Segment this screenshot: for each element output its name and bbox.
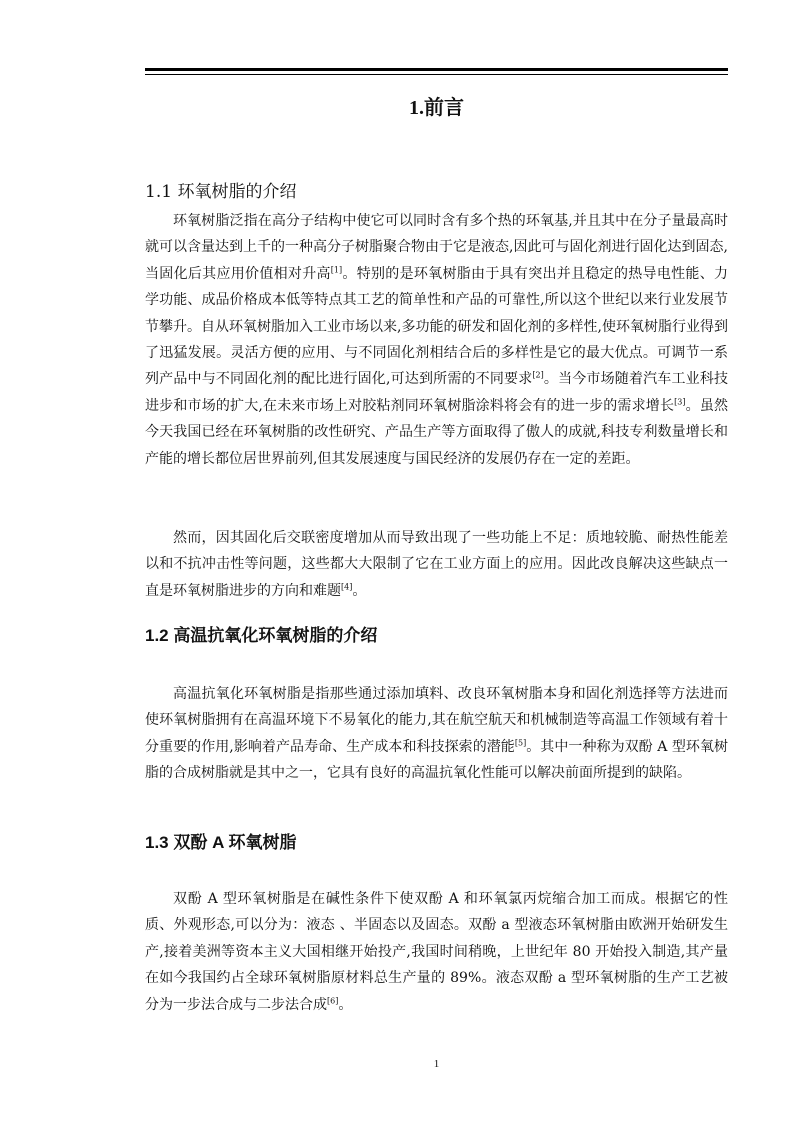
- section-title-1-2: 1.2 高温抗氧化环氧树脂的介绍: [145, 626, 378, 645]
- citation-ref: [2]: [532, 370, 544, 380]
- text-run: 环氧树脂泛指在高分子结构中使它可以同时含有多个热的环氧基,并且其中在分子量最高时就可以含量达到上千的一种高分子树脂聚合物由于它是液态,因此可与固化剂进行固化达到固态,当固化后其应用价值相对升高: [145, 213, 728, 282]
- text-run: 。特别的是环氧树脂由于具有突出并且稳定的热导电性能、力学功能、成品价格成本低等特点其工艺的简单性和产品的可靠性,所以这个世纪以来行业发展节节攀升。自从环氧树脂加入工业市场以来,多功能的研发和固化剂的多样性,使环氧树脂行业得到了迅猛发展。灵活方便的应用、与不同固化剂相结合后的多样性是它的最大优点。可调节一系列产品中与不同固化剂的配比进行固化,可达到所需的不同要求: [145, 265, 729, 388]
- text-run: 。虽然今天我国已经在环氧树脂的改性研究、产品生产等方面取得了傲人的成就,科技专利数量增长和产能的增长都位居世界前列,但其发展速度与国民经济的发展仍存在一定的差距。: [145, 397, 728, 467]
- text-run: 。: [338, 996, 353, 1013]
- paragraph: [145, 681, 728, 787]
- chapter-title: 1.前言: [409, 97, 464, 119]
- text-run: 。当今市场随着汽车工业科技进步和市场的扩大,在未来市场上对胶粘剂同环氧树脂涂料将会有的进一步的需求增长: [145, 371, 729, 414]
- citation-ref: [3]: [674, 397, 686, 407]
- header-rule-thin: [145, 74, 728, 75]
- paragraph: [145, 208, 728, 472]
- text-run: 。其中一种称为双酚 A 型环氧树脂的合成树脂就是其中之一，它具有良好的高温抗氧化性能可以解决前面所提到的缺陷。: [145, 738, 728, 782]
- page-number: 1: [433, 1058, 440, 1070]
- paragraph: [145, 886, 728, 1018]
- header-rule-thick: [145, 68, 728, 71]
- citation-ref: [1]: [330, 265, 343, 275]
- paragraph: [145, 525, 728, 604]
- citation-ref: [6]: [327, 995, 339, 1005]
- text-run: 高温抗氧化环氧树脂是指那些通过添加填料、改良环氧树脂本身和固化剂选择等方法进而使环氧树脂拥有在高温环境下不易氧化的能力,其在航空航天和机械制造等高温工作领域有着十分重要的作用,影响着产品寿命、生产成本和科技探索的潜能: [145, 686, 728, 755]
- citation-ref: [5]: [514, 738, 527, 748]
- text-run: 然而，因其固化后交联密度增加从而导致出现了一些功能上不足：质地较脆、耐热性能差以和不抗冲击性等问题，这些都大大限制了它在工业方面上的应用。因此改良解决这些缺点一直是环氧树脂进步的方向和难题: [145, 530, 728, 599]
- section-title-1-3: 1.3 双酚 A 环氧树脂: [145, 833, 297, 852]
- section-title-1-1: 1.1 环氧树脂的介绍: [145, 182, 297, 202]
- text-run: 。: [352, 582, 367, 599]
- text-run: 双酚 A 型环氧树脂是在碱性条件下使双酚 A 和环氧氯丙烷缩合加工而成。根据它的性质、外观形态,可以分为：液态 、半固态以及固态。双酚 a 型液态环氧树脂由欧洲开始研发生产,接着美洲等资本主义大国相继开始投产,我国时间稍晚，上世纪年 80 开始投入制造,其产量在如今我国约占全球环氧树脂原材料总生产量的 89%。液态双酚 a 型环氧树脂的生产工艺被分为一步法合成与二步法合成: [145, 891, 728, 1013]
- citation-ref: [4]: [341, 582, 353, 592]
